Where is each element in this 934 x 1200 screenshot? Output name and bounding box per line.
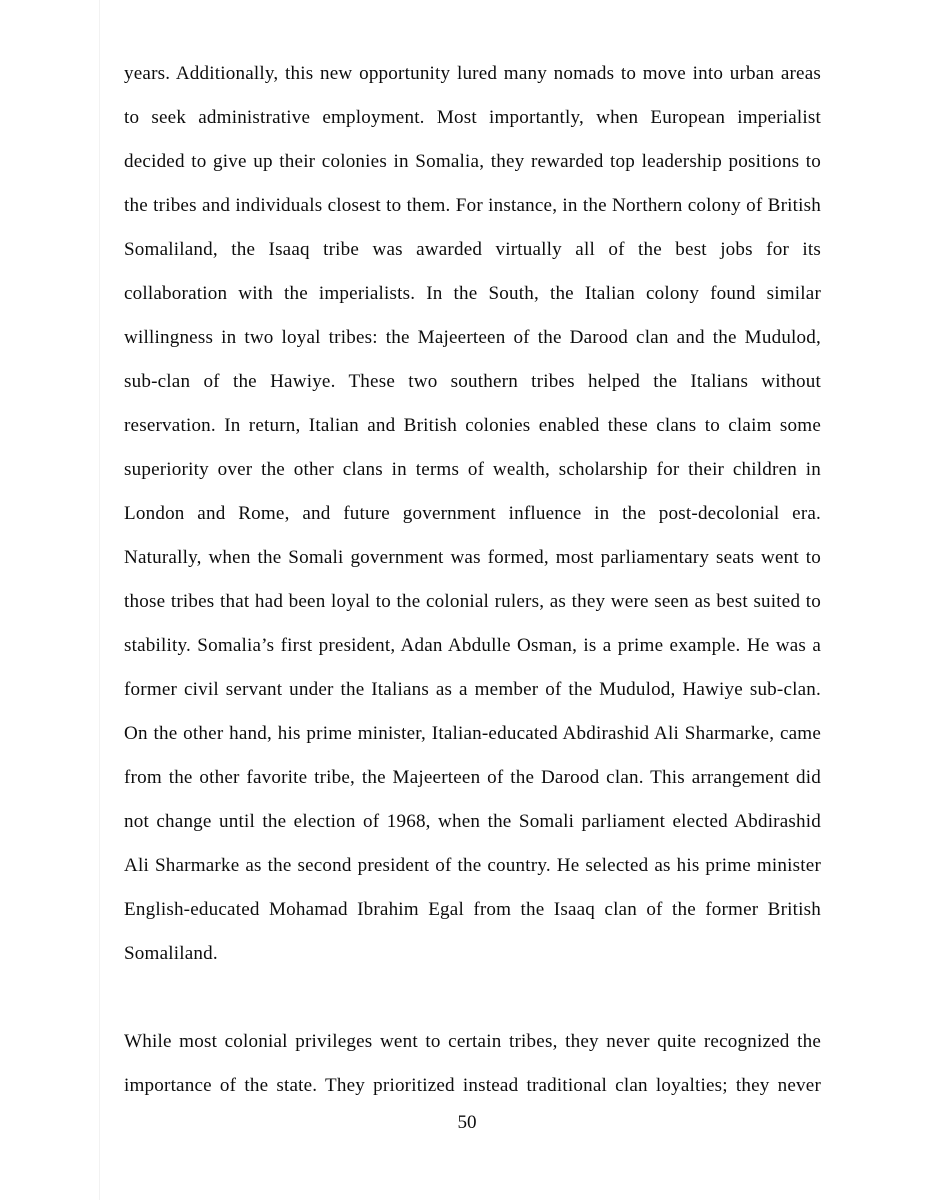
body-paragraph-2: While most colonial privileges went to certain tribes, they never quite recognized the importance of the state. They prioritized instead traditional clan loyalties; they never — [124, 1031, 821, 1096]
body-paragraph-1: years. Additionally, this new opportunity lured many nomads to move into urban areas to seek administrative employment. Most importantly, when European imperialist decided to give up their colonies in Somalia, they rewarded top leadership positions to the tribes and individuals closest to them. For instance, in the Northern colony of British Somaliland, the Isaaq tribe was awarded virtually all of the best jobs for its collaboration with the imperialists. In the South, the Italian colony found similar willingness in two loyal tribes: the Majeerteen of the Darood clan and the Mudulod, sub-clan of the Hawiye. These two southern tribes helped the Italians without reservation. In return, Italian and British colonies enabled these clans to claim some superiority over the other clans in terms of wealth, scholarship for their children in London and Rome, and future government influence in the post-decolonial era. Naturally, when the Somali government was formed, most parliamentary seats went to those tribes that had been loyal to the colonial rulers, as they were seen as best suited to stability. Somalia’s first president, Adan Abdulle Osman, is a prime example. He was a former civil servant under the Italians as a member of the Mudulod, Hawiye sub-clan. On the other hand, his prime minister, Italian-educated Abdirashid Ali Sharmarke, came from the other favorite tribe, the Majeerteen of the Darood clan. This arrangement did not change until the election of 1968, when the Somali parliament elected Abdirashid Ali Sharmarke as the second president of the country. He selected as his prime minister English-educated Mohamad Ibrahim Egal from the Isaaq clan of the former British Somaliland. — [124, 63, 821, 964]
page-number: 50 — [457, 1112, 477, 1133]
scan-edge-artifact — [99, 0, 100, 1200]
page-text-column — [124, 52, 821, 1108]
